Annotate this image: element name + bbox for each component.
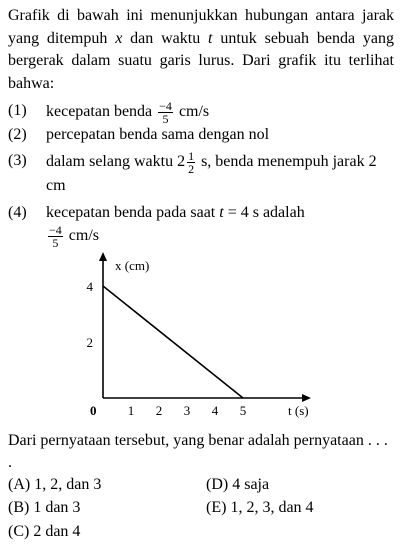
statement-number: (4) xyxy=(8,204,27,221)
option-label: (C) xyxy=(8,523,30,540)
y-tick-label: 4 xyxy=(86,279,93,294)
option-text: 2 dan 4 xyxy=(33,523,81,540)
series-line xyxy=(103,286,243,398)
x-tick-label: 2 xyxy=(155,403,163,418)
option-c[interactable] xyxy=(8,521,80,543)
question-text: Dari pernyataan tersebut, yang benar adalah pernyataan . . . . xyxy=(8,432,388,471)
statement-text: dalam selang waktu 2 xyxy=(46,153,186,171)
x-axis-label: t (s) xyxy=(288,403,309,418)
intro-text-3: untuk sebuah benda yang bergerak dalam suatu garis lurus. Dari grafik itu terlihat bahwa: xyxy=(8,29,394,92)
fraction-numerator: −4 xyxy=(49,223,62,237)
option-label: (B) xyxy=(8,499,30,516)
x-tick-label: 1 xyxy=(127,403,135,418)
statement-number: (2) xyxy=(8,126,27,143)
option-text: 4 saja xyxy=(232,476,270,493)
origin-label: 0 xyxy=(90,403,97,418)
x-axis-arrow xyxy=(302,394,311,402)
statement-number: (1) xyxy=(8,102,27,119)
fraction-denominator: 5 xyxy=(162,112,169,126)
statement-unit: cm/s xyxy=(64,227,99,245)
option-text: 1, 2, 3, dan 4 xyxy=(230,499,314,516)
variable-t: t xyxy=(208,29,213,47)
statement-number: (3) xyxy=(8,152,27,169)
statement-text: kecepatan benda pada saat xyxy=(46,204,220,221)
statement-text: kecepatan benda xyxy=(46,103,157,121)
variable-t: t xyxy=(219,204,224,221)
fraction-numerator: −4 xyxy=(159,99,172,113)
x-tick-label: 4 xyxy=(211,403,219,418)
option-label: (E) xyxy=(206,499,227,516)
y-tick-label: 2 xyxy=(86,335,93,350)
statement-unit: cm/s xyxy=(174,103,210,121)
option-label: (D) xyxy=(206,476,229,493)
y-axis-label: x (cm) xyxy=(115,258,150,273)
y-axis-arrow xyxy=(99,252,107,261)
option-d[interactable] xyxy=(206,474,269,496)
option-a[interactable] xyxy=(8,474,101,496)
statement-text-end: s, benda menempuh jarak 2 cm xyxy=(46,153,377,194)
option-b[interactable] xyxy=(8,497,80,519)
fraction-denominator: 2 xyxy=(188,162,195,176)
intro-text-1: Grafik di bawah ini menunjukkan hubungan antara jarak yang ditempuh xyxy=(8,7,394,47)
variable-x: x xyxy=(115,29,123,47)
option-label: (A) xyxy=(8,476,31,493)
option-text: 1, 2, dan 3 xyxy=(34,476,102,493)
intro-text-2: dan waktu xyxy=(122,29,209,47)
statement-text-mid: = 4 s adalah xyxy=(223,204,305,221)
statement-body: percepatan benda sama dengan nol xyxy=(46,126,270,143)
fraction-denominator: 5 xyxy=(52,236,59,250)
fraction-numerator: 1 xyxy=(188,149,195,163)
x-tick-label: 3 xyxy=(183,403,191,418)
option-text: 1 dan 3 xyxy=(33,499,81,516)
option-e[interactable] xyxy=(206,497,314,519)
x-tick-label: 5 xyxy=(239,403,247,418)
